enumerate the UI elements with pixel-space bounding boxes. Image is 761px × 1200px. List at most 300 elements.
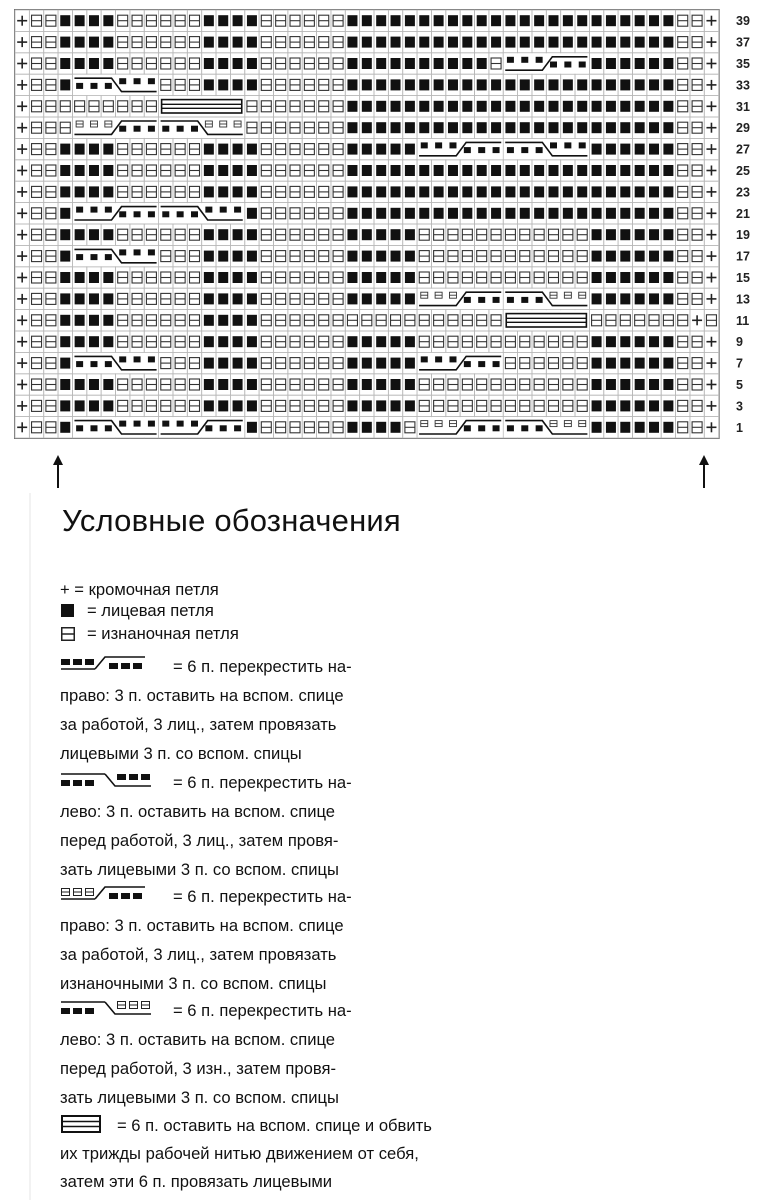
knit-stitch [549, 186, 559, 197]
knit-stitch [376, 293, 386, 304]
knit-stitch [218, 229, 228, 240]
knit-stitch [376, 79, 386, 90]
knit-stitch [103, 336, 113, 347]
cable-knit-stitch [148, 249, 155, 255]
knit-stitch [592, 186, 602, 197]
cable-knit-stitch [119, 78, 126, 84]
knit-stitch [577, 165, 587, 176]
knit-stitch [592, 229, 602, 240]
knit-stitch [606, 15, 616, 26]
knit-stitch [491, 122, 501, 133]
knit-stitch [606, 293, 616, 304]
knit-stitch [520, 186, 530, 197]
knit-stitch [635, 208, 645, 219]
knit-stitch [376, 58, 386, 69]
cable-knit-stitch [493, 425, 500, 431]
knit-stitch [362, 144, 372, 155]
knit-stitch [405, 79, 415, 90]
cable-knit-stitch [550, 62, 557, 68]
knit-stitch [635, 251, 645, 262]
knit-stitch [347, 358, 357, 369]
knit-stitch [60, 37, 70, 48]
knit-stitch [376, 101, 386, 112]
knit-stitch [434, 186, 444, 197]
cable-knit-stitch [134, 211, 141, 217]
knit-stitch [577, 208, 587, 219]
knit-stitch [663, 251, 673, 262]
knit-stitch [434, 58, 444, 69]
knit-stitch [204, 315, 214, 326]
knit-stitch [204, 15, 214, 26]
knit-stitch [247, 144, 257, 155]
knit-stitch [376, 165, 386, 176]
cable-knit-stitch [205, 207, 212, 213]
knit-stitch [577, 37, 587, 48]
knit-stitch [663, 358, 673, 369]
knit-stitch [606, 229, 616, 240]
knit-stitch [606, 101, 616, 112]
knit-stitch [347, 400, 357, 411]
knit-stitch [391, 379, 401, 390]
knit-stitch [89, 144, 99, 155]
cable-knit-stitch [493, 147, 500, 153]
knit-stitch [347, 79, 357, 90]
knit-stitch [103, 144, 113, 155]
knit-stitch [491, 208, 501, 219]
knit-stitch [75, 15, 85, 26]
knit-stitch [103, 315, 113, 326]
knit-stitch [477, 37, 487, 48]
knit-stitch [491, 37, 501, 48]
knit-stitch [592, 144, 602, 155]
knit-stitch [391, 37, 401, 48]
knit-stitch [620, 293, 630, 304]
cable-knit-stitch [421, 142, 428, 148]
cable-knit-stitch [220, 425, 227, 431]
cable-knit-stitch [76, 361, 83, 367]
knit-stitch [663, 379, 673, 390]
cable2-line3: перед работой, 3 лиц., затем провя- [60, 831, 339, 850]
knit-stitch [448, 79, 458, 90]
knit-stitch [663, 293, 673, 304]
row-number: 23 [736, 185, 750, 200]
knit-stitch [434, 208, 444, 219]
knit-stitch [606, 336, 616, 347]
knit-stitch [462, 15, 472, 26]
knit-stitch [419, 122, 429, 133]
knit-stitch [563, 15, 573, 26]
knit-stitch [477, 186, 487, 197]
knit-stitch [233, 336, 243, 347]
knit-stitch [75, 272, 85, 283]
knit-stitch [663, 336, 673, 347]
knit-stitch [233, 272, 243, 283]
cable-knit-stitch [205, 425, 212, 431]
knit-stitch [606, 358, 616, 369]
cable-knit-stitch [521, 297, 528, 303]
knit-stitch [233, 400, 243, 411]
cable-knit-stitch [478, 297, 485, 303]
knit-stitch [592, 15, 602, 26]
knit-stitch [419, 37, 429, 48]
knit-stitch [462, 122, 472, 133]
knit-stitch [247, 229, 257, 240]
knit-stitch [549, 165, 559, 176]
cable-left-knit-icon [61, 771, 169, 798]
cable-knit-stitch [464, 297, 471, 303]
knit-stitch [649, 58, 659, 69]
knit-stitch [635, 58, 645, 69]
knit-stitch [347, 58, 357, 69]
knit-stitch [60, 422, 70, 433]
knit-stitch [60, 165, 70, 176]
knit-stitch [635, 379, 645, 390]
cable-knit-stitch [536, 147, 543, 153]
cable-knit-stitch [148, 126, 155, 132]
knit-stitch [204, 144, 214, 155]
row-number: 7 [736, 356, 743, 371]
knit-stitch [649, 208, 659, 219]
knit-stitch [60, 208, 70, 219]
cable-knit-stitch [536, 425, 543, 431]
knit-stitch [362, 186, 372, 197]
cable-knit-stitch [148, 211, 155, 217]
knit-stitch [60, 400, 70, 411]
knit-stitch [347, 293, 357, 304]
knit-stitch [204, 293, 214, 304]
knit-stitch [592, 58, 602, 69]
knit-stitch [376, 379, 386, 390]
cable-knit-stitch [464, 361, 471, 367]
cable3-line4: изнаночными 3 п. со вспом. спицы [60, 974, 327, 993]
knit-stitch [477, 165, 487, 176]
cable-knit-stitch [162, 211, 169, 217]
knit-stitch [620, 208, 630, 219]
knit-stitch [663, 272, 673, 283]
knit-stitch [103, 293, 113, 304]
cable-knit-stitch [162, 126, 169, 132]
cable-knit-stitch [76, 207, 83, 213]
knit-stitch [620, 101, 630, 112]
knit-stitch [376, 358, 386, 369]
knit-stitch [534, 101, 544, 112]
knit-stitch [75, 379, 85, 390]
knit-stitch [620, 144, 630, 155]
cable2-line2: лево: 3 п. оставить на вспом. спице [60, 802, 336, 821]
knit-stitch [549, 122, 559, 133]
cable-knit-stitch [435, 142, 442, 148]
knit-stitch [462, 208, 472, 219]
cable-right-purl-icon [61, 885, 169, 912]
knit-stitch [534, 208, 544, 219]
knit-stitch [448, 165, 458, 176]
knit-stitch [362, 79, 372, 90]
cable-knit-stitch [191, 211, 198, 217]
knit-stitch [233, 58, 243, 69]
knit-stitch [448, 122, 458, 133]
knit-stitch [592, 208, 602, 219]
knit-stitch [89, 315, 99, 326]
knit-stitch [520, 165, 530, 176]
knit-stitch [620, 336, 630, 347]
knit-stitch [477, 101, 487, 112]
knit-stitch [362, 272, 372, 283]
knit-stitch [391, 144, 401, 155]
knit-stitch [247, 379, 257, 390]
knit-stitch [405, 400, 415, 411]
knit-stitch [233, 315, 243, 326]
cable-knit-stitch [90, 83, 97, 89]
knit-stitch [592, 122, 602, 133]
knit-stitch [233, 186, 243, 197]
knit-stitch [362, 358, 372, 369]
knit-stitch [218, 315, 228, 326]
wrap-line2: их трижды рабочей нитью движением от себя, [60, 1144, 419, 1163]
knit-stitch [649, 400, 659, 411]
cable-knit-stitch [119, 211, 126, 217]
knit-stitch [635, 79, 645, 90]
knit-stitch [233, 144, 243, 155]
knit-stitch [462, 37, 472, 48]
knit-stitch [362, 400, 372, 411]
cable-left-purl-icon [61, 999, 169, 1026]
knit-stitch [405, 186, 415, 197]
knit-stitch [391, 186, 401, 197]
knit-stitch [419, 101, 429, 112]
cable2-line1: = 6 п. перекрестить на- [173, 773, 352, 792]
knit-stitch [204, 229, 214, 240]
knit-stitch [347, 379, 357, 390]
knit-stitch [60, 186, 70, 197]
knit-stitch [491, 15, 501, 26]
knit-stitch [391, 293, 401, 304]
knit-stitch [620, 379, 630, 390]
knit-stitch [549, 79, 559, 90]
knit-stitch [218, 358, 228, 369]
knit-stitch [563, 165, 573, 176]
knit-stitch [75, 293, 85, 304]
knit-stitch [620, 165, 630, 176]
knit-stitch [534, 122, 544, 133]
knit-stitch [635, 15, 645, 26]
knit-stitch [419, 15, 429, 26]
cable-knit-stitch [421, 356, 428, 362]
knit-stitch [505, 122, 515, 133]
knit-stitch [362, 122, 372, 133]
knit-stitch [376, 15, 386, 26]
knit-stitch [663, 15, 673, 26]
knit-stitch [247, 358, 257, 369]
knit-stitch [477, 79, 487, 90]
knit-stitch [663, 422, 673, 433]
legend-purl: = изнаночная петля [87, 624, 239, 643]
knit-stitch [347, 122, 357, 133]
cable-knit-stitch [435, 356, 442, 362]
knit-stitch [347, 101, 357, 112]
cable2-line4: зать лицевыми 3 п. со вспом. спицы [60, 860, 339, 879]
purl-stitch-icon [61, 627, 76, 647]
knit-stitch [606, 58, 616, 69]
knit-stitch [635, 101, 645, 112]
knit-stitch [491, 165, 501, 176]
row-number: 15 [736, 271, 750, 285]
knit-stitch [462, 186, 472, 197]
knit-stitch [405, 251, 415, 262]
knit-stitch [434, 122, 444, 133]
cable-knit-stitch [90, 361, 97, 367]
knit-stitch [347, 37, 357, 48]
row-number: 33 [736, 78, 750, 93]
cable-knit-stitch [521, 57, 528, 63]
knit-stitch [405, 272, 415, 283]
knit-stitch [60, 379, 70, 390]
knit-stitch [60, 315, 70, 326]
knit-stitch [419, 208, 429, 219]
cable-knit-stitch [521, 425, 528, 431]
knit-stitch [635, 400, 645, 411]
knit-stitch [376, 37, 386, 48]
start-arrow-left-icon [48, 455, 68, 489]
knit-stitch [620, 186, 630, 197]
cable-knit-stitch [234, 425, 241, 431]
knit-stitch [663, 400, 673, 411]
cable-knit-stitch [478, 147, 485, 153]
knit-stitch [247, 293, 257, 304]
cable-knit-stitch [220, 207, 227, 213]
knit-stitch [60, 15, 70, 26]
knit-stitch [592, 336, 602, 347]
knit-stitch [103, 229, 113, 240]
knit-stitch [204, 272, 214, 283]
knit-stitch [448, 58, 458, 69]
knit-stitch [448, 15, 458, 26]
knit-stitch [549, 37, 559, 48]
knit-stitch [649, 422, 659, 433]
knit-stitch [419, 165, 429, 176]
cable-knit-stitch [478, 361, 485, 367]
chart-grid [0, 0, 761, 450]
cable1-line1: = 6 п. перекрестить на- [173, 657, 352, 676]
knit-stitch [592, 422, 602, 433]
knit-stitch [391, 272, 401, 283]
cable3-line1: = 6 п. перекрестить на- [173, 887, 352, 906]
knit-stitch [233, 79, 243, 90]
knit-stitch [247, 336, 257, 347]
knit-stitch [635, 122, 645, 133]
cable-knit-stitch [464, 147, 471, 153]
knit-stitch [391, 101, 401, 112]
knit-stitch [620, 272, 630, 283]
knit-stitch [218, 79, 228, 90]
knit-stitch [376, 229, 386, 240]
knit-stitch [103, 37, 113, 48]
knit-stitch [620, 58, 630, 69]
cable4-line2: лево: 3 п. оставить на вспом. спице [60, 1030, 336, 1049]
knit-stitch [663, 229, 673, 240]
knit-stitch [534, 15, 544, 26]
cable-knit-stitch [134, 421, 141, 427]
cable-knit-stitch [162, 421, 169, 427]
knit-stitch [391, 251, 401, 262]
knit-stitch [635, 422, 645, 433]
knit-stitch [635, 358, 645, 369]
knit-stitch [448, 37, 458, 48]
cable-knit-stitch [564, 62, 571, 68]
knit-stitch [89, 15, 99, 26]
knit-stitch [505, 165, 515, 176]
cable-knit-stitch [191, 126, 198, 132]
knit-stitch [247, 272, 257, 283]
knit-stitch [405, 101, 415, 112]
cable-knit-stitch [119, 249, 126, 255]
cable-knit-stitch [119, 126, 126, 132]
cable-knit-stitch [105, 83, 112, 89]
knit-stitch [218, 15, 228, 26]
knit-stitch [649, 122, 659, 133]
knit-stitch [606, 400, 616, 411]
cable-knit-stitch [177, 126, 184, 132]
knit-stitch [347, 229, 357, 240]
knit-stitch [362, 251, 372, 262]
knit-stitch [663, 186, 673, 197]
knit-stitch [218, 400, 228, 411]
cable4-line1: = 6 п. перекрестить на- [173, 1001, 352, 1020]
cable1-line4: лицевыми 3 п. со вспом. спицы [60, 744, 302, 763]
knit-stitch [60, 79, 70, 90]
knit-stitch [549, 208, 559, 219]
knit-stitch [592, 165, 602, 176]
knit-stitch [419, 58, 429, 69]
knit-stitch [204, 79, 214, 90]
knit-stitch [376, 186, 386, 197]
knit-stitch [620, 122, 630, 133]
knit-stitch [405, 37, 415, 48]
knit-stitch [204, 400, 214, 411]
knit-stitch [635, 165, 645, 176]
knit-stitch [218, 165, 228, 176]
knit-stitch [663, 58, 673, 69]
knit-stitch [620, 79, 630, 90]
knit-stitch [491, 186, 501, 197]
knit-stitch [592, 379, 602, 390]
knit-stitch [247, 37, 257, 48]
knit-stitch [663, 101, 673, 112]
knit-stitch [75, 186, 85, 197]
knit-stitch [462, 165, 472, 176]
cable3-line2: право: 3 п. оставить на вспом. спице [60, 916, 344, 935]
knit-stitch [75, 58, 85, 69]
knit-stitch [649, 144, 659, 155]
knit-stitch [592, 101, 602, 112]
knit-stitch [233, 358, 243, 369]
knit-stitch [362, 379, 372, 390]
knit-stitch [620, 15, 630, 26]
knit-stitch [60, 229, 70, 240]
knit-stitch [247, 208, 257, 219]
knit-stitch [103, 379, 113, 390]
knit-stitch [60, 336, 70, 347]
cable-knit-stitch [90, 207, 97, 213]
knit-stitch [606, 186, 616, 197]
knit-stitch [376, 251, 386, 262]
cable-knit-stitch [507, 57, 514, 63]
cable-knit-stitch [76, 254, 83, 260]
knit-stitch [620, 422, 630, 433]
knit-stitch [247, 422, 257, 433]
knit-stitch [649, 79, 659, 90]
knit-stitch [60, 251, 70, 262]
knit-stitch [549, 15, 559, 26]
